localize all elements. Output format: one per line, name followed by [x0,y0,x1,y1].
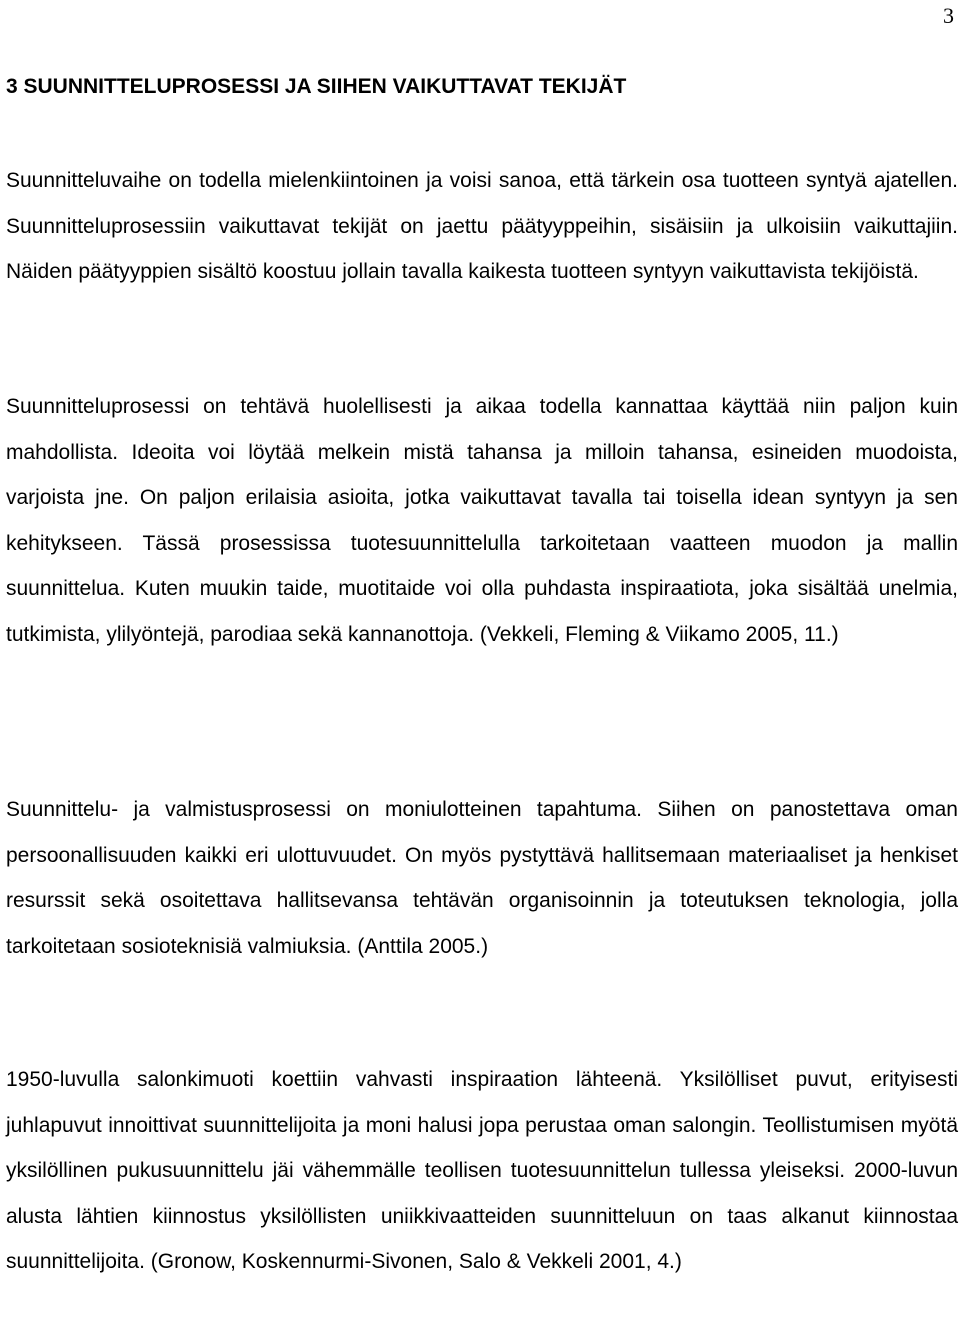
body-paragraph: Suunnitteluvaihe on todella mielenkiintoinen ja voisi sanoa, että tärkein osa tuotteen syntyä ajatellen. Suunnitteluprosessiin vaikuttavat tekijät on jaettu päätyyppeihin, sisäisiin ja ulkoisiin vaikuttajiin. Näiden päätyyppien sisältö koostuu jollain tavalla kaikesta tuotteen syntyyn vaikuttavista tekijöistä. [6,169,958,284]
page-number: 3 [943,3,954,28]
section-heading: 3 SUUNNITTELUPROSESSI JA SIIHEN VAIKUTTAVAT TEKIJÄT [6,75,627,98]
body-paragraph: Suunnittelu- ja valmistusprosessi on moniulotteinen tapahtuma. Siihen on panostettava oman persoonallisuuden kaikki eri ulottuvuudet. On myös pystyttävä hallitsemaan materiaaliset ja henkiset resurssit sekä osoitettava hallitsevansa tehtävän organisoinnin ja toteutuksen teknologia, jolla tarkoitetaan sosioteknisiä valmiuksia. (Anttila 2005.) [6,798,958,958]
body-paragraph: Suunnitteluprosessi on tehtävä huolellisesti ja aikaa todella kannattaa käyttää niin paljon kuin mahdollista. Ideoita voi löytää melkein mistä tahansa ja milloin tahansa, esineiden muodoista, varjoista jne. On paljon erilaisia asioita, jotka vaikuttavat tavalla tai toisella idean syntyyn ja sen kehitykseen. Tässä prosessissa tuotesuunnittelulla tarkoitetaan vaatteen muodon ja mallin suunnittelua. Kuten muukin taide, muotitaide voi olla puhdasta inspiraatiota, joka sisältää unelmia, tutkimista, ylilyöntejä, parodiaa sekä kannanottoja. (Vekkeli, Fleming & Viikamo 2005, 11.) [6,395,958,646]
body-paragraph: 1950-luvulla salonkimuoti koettiin vahvasti inspiraation lähteenä. Yksilölliset puvut, erityisesti juhlapuvut innoittivat suunnittelijoita ja moni halusi jopa perustaa oman salongin. Teollistumisen myötä yksilöllinen pukusuunnittelu jäi vähemmälle teollisen tuotesuunnittelun tullessa yleiseksi. 2000-luvun alusta lähtien kiinnostus yksilöllisten uniikkivaatteiden suunnitteluun on taas alkanut kiinnostaa suunnittelijoita. (Gronow, Koskennurmi-Sivonen, Salo & Vekkeli 2001, 4.) [6,1068,958,1274]
